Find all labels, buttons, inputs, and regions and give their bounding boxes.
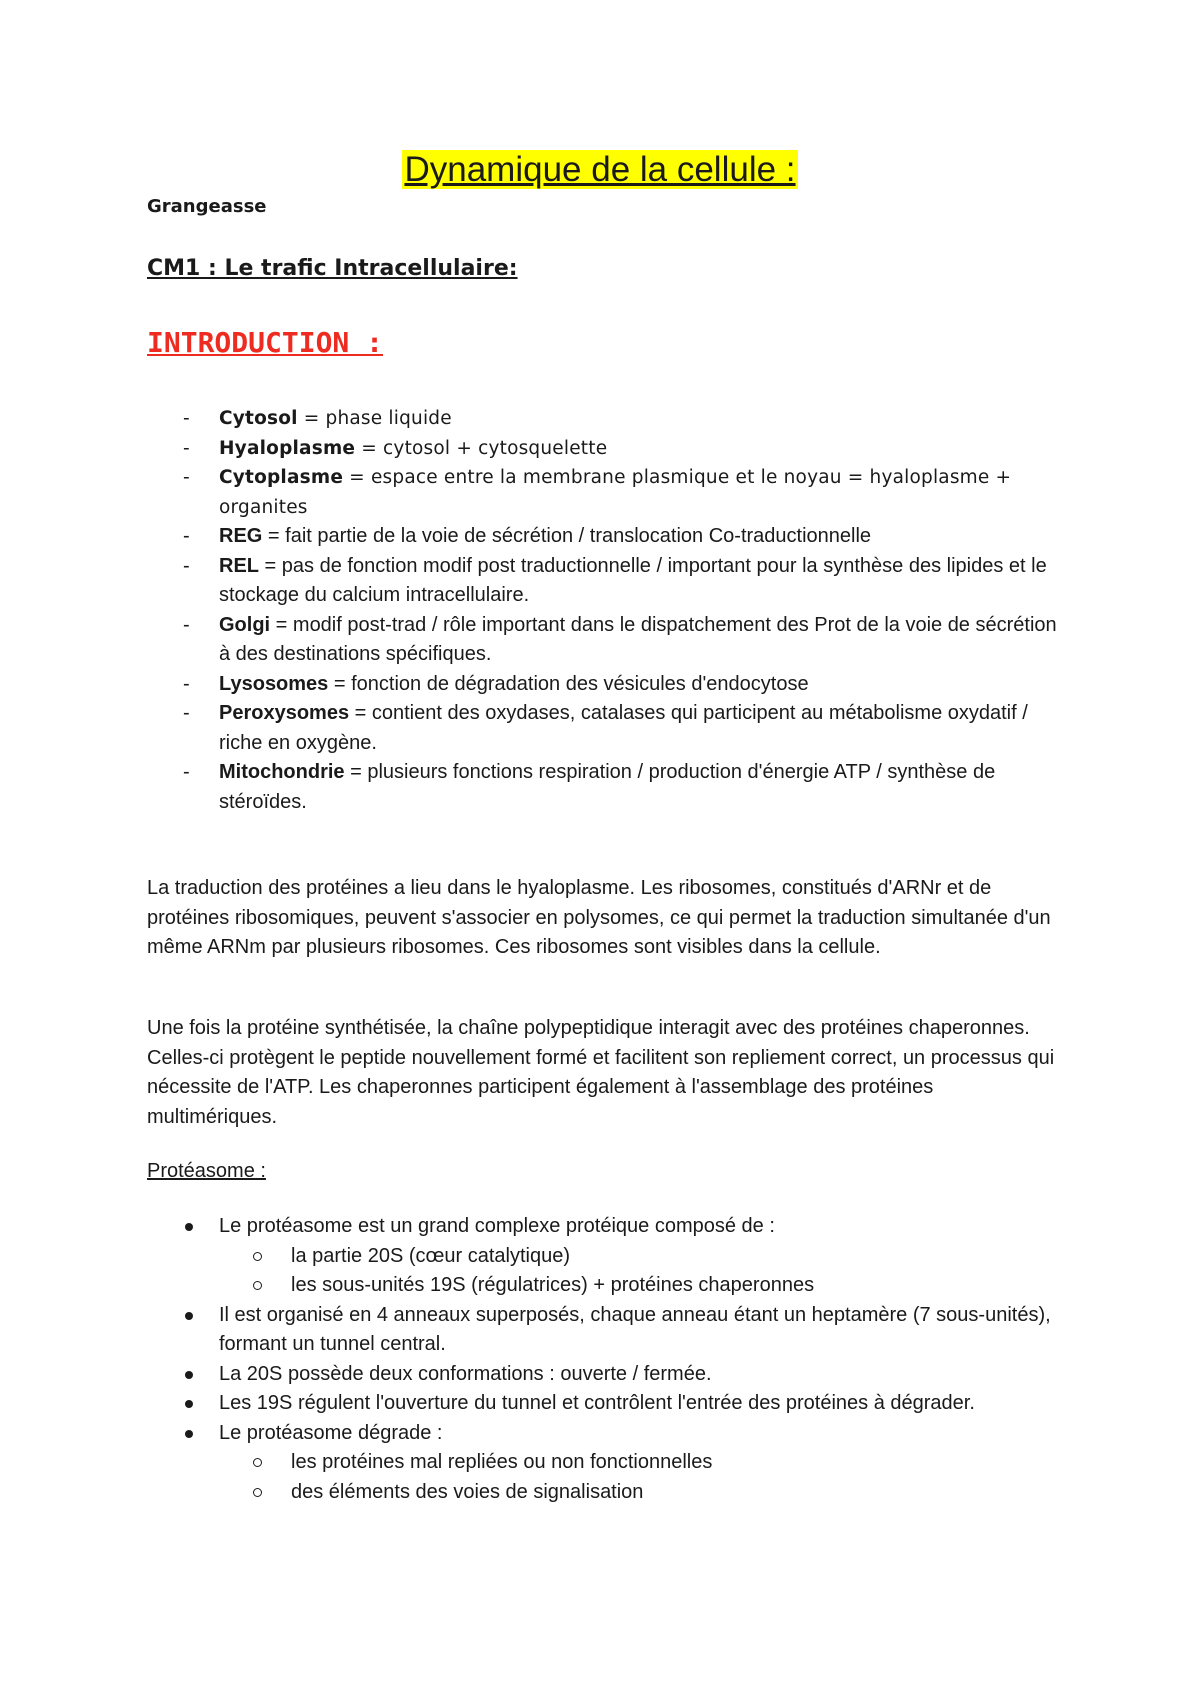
definition-term: Mitochondrie <box>219 761 345 783</box>
proteasome-heading: Protéasome : <box>147 1160 266 1182</box>
definition-text: = espace entre la membrane plasmique et le noyau = hyaloplasme + organites <box>219 467 1012 518</box>
definition-item <box>147 522 1067 552</box>
proteasome-point <box>147 1389 1067 1419</box>
dash-bullet: - <box>183 554 190 577</box>
definition-term: Cytoplasme <box>219 467 344 488</box>
proteasome-point-text: Le protéasome est un grand complexe protéique composé de : <box>219 1215 775 1237</box>
ring-bullet-icon <box>253 1252 262 1261</box>
dash-bullet: - <box>183 613 190 636</box>
definition-term: Hyaloplasme <box>219 437 356 459</box>
definition-item <box>147 699 1067 758</box>
sub-item-text: la partie 20S (cœur catalytique) <box>291 1244 571 1267</box>
dash-bullet: - <box>183 702 190 724</box>
ring-bullet-icon <box>253 1458 262 1467</box>
dash-bullet: - <box>183 525 190 547</box>
paragraph-chaperones: Une fois la protéine synthétisée, la chaîne polypeptidique interagit avec des protéines chaperonnes. Celles-ci protègent le peptide nouvellement formé et facilitent son repliement correct, un processus qui nécessite de l'ATP. Les chaperonnes participent également à l'assemblage des protéines multimériques. <box>147 1017 1055 1128</box>
definition-item <box>147 434 1067 464</box>
proteasome-point-text: Le protéasome dégrade : <box>219 1421 443 1444</box>
definition-term: Lysosomes <box>219 672 329 695</box>
dash-bullet: - <box>183 467 190 488</box>
sub-list <box>219 1242 1067 1301</box>
definition-list <box>147 404 1067 817</box>
definition-text: = phase liquide <box>297 408 452 429</box>
dash-bullet: - <box>183 408 190 429</box>
proteasome-point <box>147 1419 1067 1508</box>
sub-item <box>219 1242 1067 1272</box>
definition-item <box>147 670 1067 700</box>
proteasome-point-text: Les 19S régulent l'ouverture du tunnel et contrôlent l'entrée des protéines à dégrader. <box>219 1392 975 1414</box>
sub-item-text: les protéines mal repliées ou non fonctionnelles <box>291 1451 713 1473</box>
definition-text: = modif post-trad / rôle important dans le dispatchement des Prot de la voie de sécrétion à des destinations spécifiques. <box>219 613 1057 665</box>
sub-item-text: les sous-unités 19S (régulatrices) + protéines chaperonnes <box>291 1274 815 1296</box>
dash-bullet: - <box>183 761 190 783</box>
definition-term: Peroxysomes <box>219 702 350 724</box>
definition-item <box>147 758 1067 817</box>
proteasome-point <box>147 1301 1067 1360</box>
dash-bullet: - <box>183 437 190 459</box>
proteasome-list <box>147 1212 1067 1507</box>
document-title-text: Dynamique de la cellule : <box>404 150 796 189</box>
definition-text: = fait partie de la voie de sécrétion / translocation Co-traductionnelle <box>262 525 872 547</box>
document-title <box>0 148 1200 192</box>
definition-term: Golgi <box>219 613 271 636</box>
definition-term: REG <box>219 525 263 547</box>
paragraph-translation: La traduction des protéines a lieu dans le hyaloplasme. Les ribosomes, constitués d'ARNr et de protéines ribosomiques, peuvent s'associer en polysomes, ce qui permet la traduction simultanée d'un même ARNm par plusieurs ribosomes. Ces ribosomes sont visibles dans la cellule. <box>147 877 1051 958</box>
sub-item-text: des éléments des voies de signalisation <box>291 1480 644 1503</box>
sub-item <box>219 1478 1067 1508</box>
sub-item <box>219 1448 1067 1478</box>
section-title: INTRODUCTION : <box>147 326 384 359</box>
author-name: Grangeasse <box>147 196 267 217</box>
course-title: CM1 : Le trafic Intracellulaire: <box>147 256 518 281</box>
sub-list <box>219 1448 1067 1507</box>
proteasome-point <box>147 1212 1067 1301</box>
definition-text: = plusieurs fonctions respiration / production d'énergie ATP / synthèse de stéroïdes. <box>219 761 996 813</box>
dash-bullet: - <box>183 672 190 695</box>
proteasome-point-text: La 20S possède deux conformations : ouverte / fermée. <box>219 1362 712 1385</box>
definition-text: = cytosol + cytosquelette <box>355 437 608 459</box>
bullet-dot-icon <box>185 1223 193 1231</box>
bullet-dot-icon <box>185 1400 193 1408</box>
definition-term: REL <box>219 554 259 577</box>
definition-item <box>147 611 1067 670</box>
definition-item <box>147 463 1067 522</box>
bullet-dot-icon <box>185 1312 193 1320</box>
proteasome-point-text: Il est organisé en 4 anneaux superposés, chaque anneau étant un heptamère (7 sous-unités), formant un tunnel central. <box>219 1303 1051 1355</box>
ring-bullet-icon <box>253 1488 262 1497</box>
bullet-dot-icon <box>185 1371 193 1379</box>
bullet-dot-icon <box>185 1430 193 1438</box>
definition-text: = pas de fonction modif post traductionnelle / important pour la synthèse des lipides et le stockage du calcium intracellulaire. <box>219 554 1047 606</box>
definition-item <box>147 404 1067 434</box>
definition-item <box>147 552 1067 611</box>
definition-text: = contient des oxydases, catalases qui participent au métabolisme oxydatif / riche en oxygène. <box>219 702 1028 754</box>
sub-item <box>219 1271 1067 1301</box>
definition-text: = fonction de dégradation des vésicules d'endocytose <box>328 672 809 695</box>
ring-bullet-icon <box>253 1281 262 1290</box>
definition-term: Cytosol <box>219 408 298 429</box>
proteasome-point <box>147 1360 1067 1390</box>
